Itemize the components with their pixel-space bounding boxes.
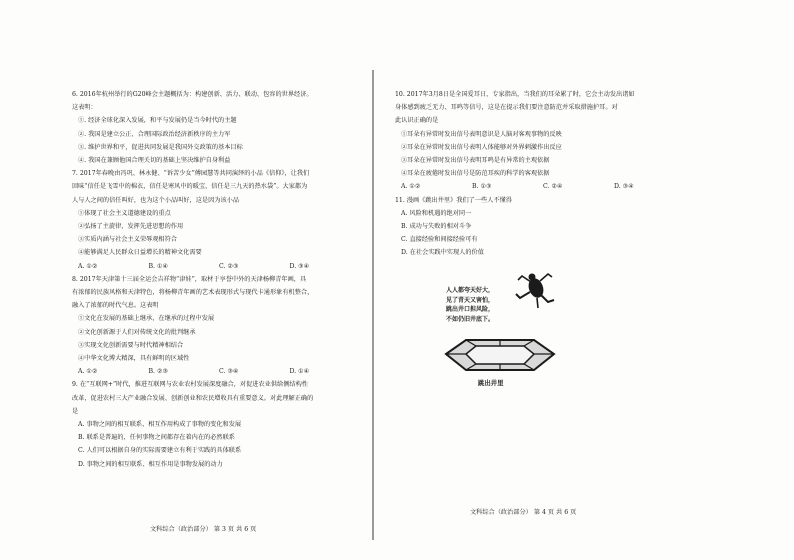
q10-choice-c: C. ②④ <box>543 183 563 191</box>
q7-choice-a: A. ①② <box>78 262 98 270</box>
q6-option-3: ③. 维护世界和平，促进共同发展是我国外交政策的基本目标 <box>78 143 243 151</box>
q7-choices <box>72 260 360 273</box>
q8-stem-2: 有浓郁的民族风格和天津特色，将杨柳青年画的艺术表现形式与现代卡通形象有机整合， <box>72 289 314 297</box>
q9-option-d: D. 事物之间的相互联系、相互作用是事物发展的动力 <box>78 460 223 468</box>
poem-line-1: 人人都夸天好大， <box>446 287 495 294</box>
q10-choices <box>395 180 685 193</box>
q6-option-1: ①. 经济全球化深入发展，和平与发展仍是当今时代的主题 <box>78 117 237 125</box>
right-page-footer: 文科综合（政治部分） 第 4 页 共 6 页 <box>470 509 577 516</box>
q10-choice-b: B. ①③ <box>472 183 492 191</box>
q7-stem-3: 人与人之间的信任叫好，也为这个小品叫好，这是因为该小品 <box>72 196 240 204</box>
q10-choice-d: D. ③④ <box>614 183 634 191</box>
q11-option-a: A. 风险和机遇的绝对同一 <box>401 209 472 217</box>
q8-choice-b: B. ②③ <box>148 368 169 376</box>
poem-line-3: 跳出井口担风险， <box>446 306 495 313</box>
q6-stem: 6. 2016年杭州举行的G20峰会主题概括为：构建创新、活力、联动、包容的世界经济。 <box>72 91 313 98</box>
q8-item-3: ③实现文化创新需要与时代精神相结合 <box>78 341 184 349</box>
q8-stem: 8. 2017年天津第十三届全运会吉祥物“津娃”，取材于享誉中外的天津杨柳青年画，具 <box>72 275 307 283</box>
q6-option-2: ②. 我国是建立公正、合理国际政治经济新秩序的主力军 <box>78 130 231 138</box>
q7-stem-2: 回味“信任是飞雪中的棉衣，信任是寒风中的暖宝，信任是三九天的热水袋”。大家都为 <box>72 183 308 191</box>
q8-choice-a: A. ①② <box>78 368 98 376</box>
q9-stem-2: 改革，促进农村三大产业融合发展、创新创业和农民增收具有重要意义。对此理解正确的 <box>72 394 314 402</box>
q10-stem-2: 身体感到疲乏无力、耳鸣等信号，这是在提示我们要注意防范并采取措施护耳。对 <box>395 104 618 112</box>
q10-stem-3: 此认识正确的是 <box>395 117 439 125</box>
q10-stem: 10. 2017年3月8日是全国爱耳日，专家指出，当我们的耳朵累了时，它会主动发出诸如 <box>395 91 635 98</box>
q7-choice-d: D. ③④ <box>289 262 310 270</box>
q7-item-2: ②弘扬了主旋律，发挥先进思想的作用 <box>78 223 184 231</box>
q7-item-1: ①体现了社会主义道德建设的重点 <box>78 209 171 217</box>
right-page <box>395 88 685 540</box>
q8-stem-3: 融入了浓郁的时代气息。这表明 <box>72 302 159 310</box>
q7-choice-c: C. ②③ <box>219 262 239 270</box>
q7-choice-b: B. ①④ <box>148 262 169 270</box>
q7-stem: 7. 2017年春晚由冯巩、林永健、“诉苦少女”傅园慧等共同演绎的小品《信仰》，让我们 <box>72 170 310 178</box>
q8-choice-d: D. ①④ <box>289 368 310 376</box>
q9-option-a: A. 事物之间的相互联系、相互作用构成了事物的变化和发展 <box>78 421 242 429</box>
q10-item-1: ①耳朵有异常时发出信号表明意识是人脑对客观事物的反映 <box>401 130 562 138</box>
q6-option-4: ④. 我国在兼顾他国合理关切的基础上坚决维护自身利益 <box>78 157 231 165</box>
q8-item-2: ②文化创新源于人们对传统文化的批判继承 <box>78 328 196 336</box>
q11-option-b: B. 成功与失败的相对斗争 <box>401 223 472 231</box>
q9-option-b: B. 联系是普遍的，任何事物之间都存在着内在的必然联系 <box>78 434 235 442</box>
q7-item-4: ④能够满足人民群众日益增长的精神文化需要 <box>78 249 202 257</box>
left-page <box>72 88 360 540</box>
q8-choices <box>72 365 360 378</box>
poem-line-2: 见了青天又害怕， <box>446 296 495 304</box>
q9-option-c: C. 人们可以根据自身的实际需要建立有利于实践的具体联系 <box>78 447 242 455</box>
cartoon-caption: 跳出井里 <box>478 379 504 387</box>
poem-line-4: 不如仍旧井底下。 <box>446 315 495 323</box>
cartoon-poem <box>446 286 494 324</box>
q8-item-1: ①文化在发展的基础上继承，在继承的过程中发展 <box>78 315 215 323</box>
left-page-footer: 文科综合（政治部分） 第 3 页 共 6 页 <box>150 526 257 533</box>
q9-stem: 9. 在“互联网+”时代，推进互联网与农业农村发展深度融合，对促进农业供给侧结构性 <box>72 381 308 389</box>
q8-item-4: ④中华文化博大精深，具有鲜明的区域性 <box>78 355 190 363</box>
q10-item-3: ③耳朵在异常时发出信号表明耳鸣是有异常的主观依据 <box>401 157 550 165</box>
q10-item-4: ④耳朵在疲倦时发出信号是防范耳疾的科学的客观依据 <box>401 170 550 178</box>
well-illustration <box>444 334 556 376</box>
q11-option-c: C. 直接经验和间接经验可有 <box>401 236 478 244</box>
q11-option-d: D. 在社会实践中实现人的价值 <box>401 249 484 257</box>
frog-illustration <box>514 268 558 310</box>
q7-item-3: ③实质内涵与社会主义荣辱观相符合 <box>78 236 177 244</box>
q6-stem-cont: 这表明： <box>72 104 97 112</box>
q8-choice-c: C. ③④ <box>219 368 239 376</box>
q10-choice-a: A. ①② <box>401 183 421 191</box>
q10-item-2: ②耳朵在异常时发出信号表明人体能够对外界刺激作出反应 <box>401 143 562 151</box>
q11-stem: 11. 漫画《跳出井里》我们了一些人不懂得 <box>395 196 512 204</box>
q9-stem-3: 是 <box>72 407 79 415</box>
page-fold-line <box>372 70 374 540</box>
